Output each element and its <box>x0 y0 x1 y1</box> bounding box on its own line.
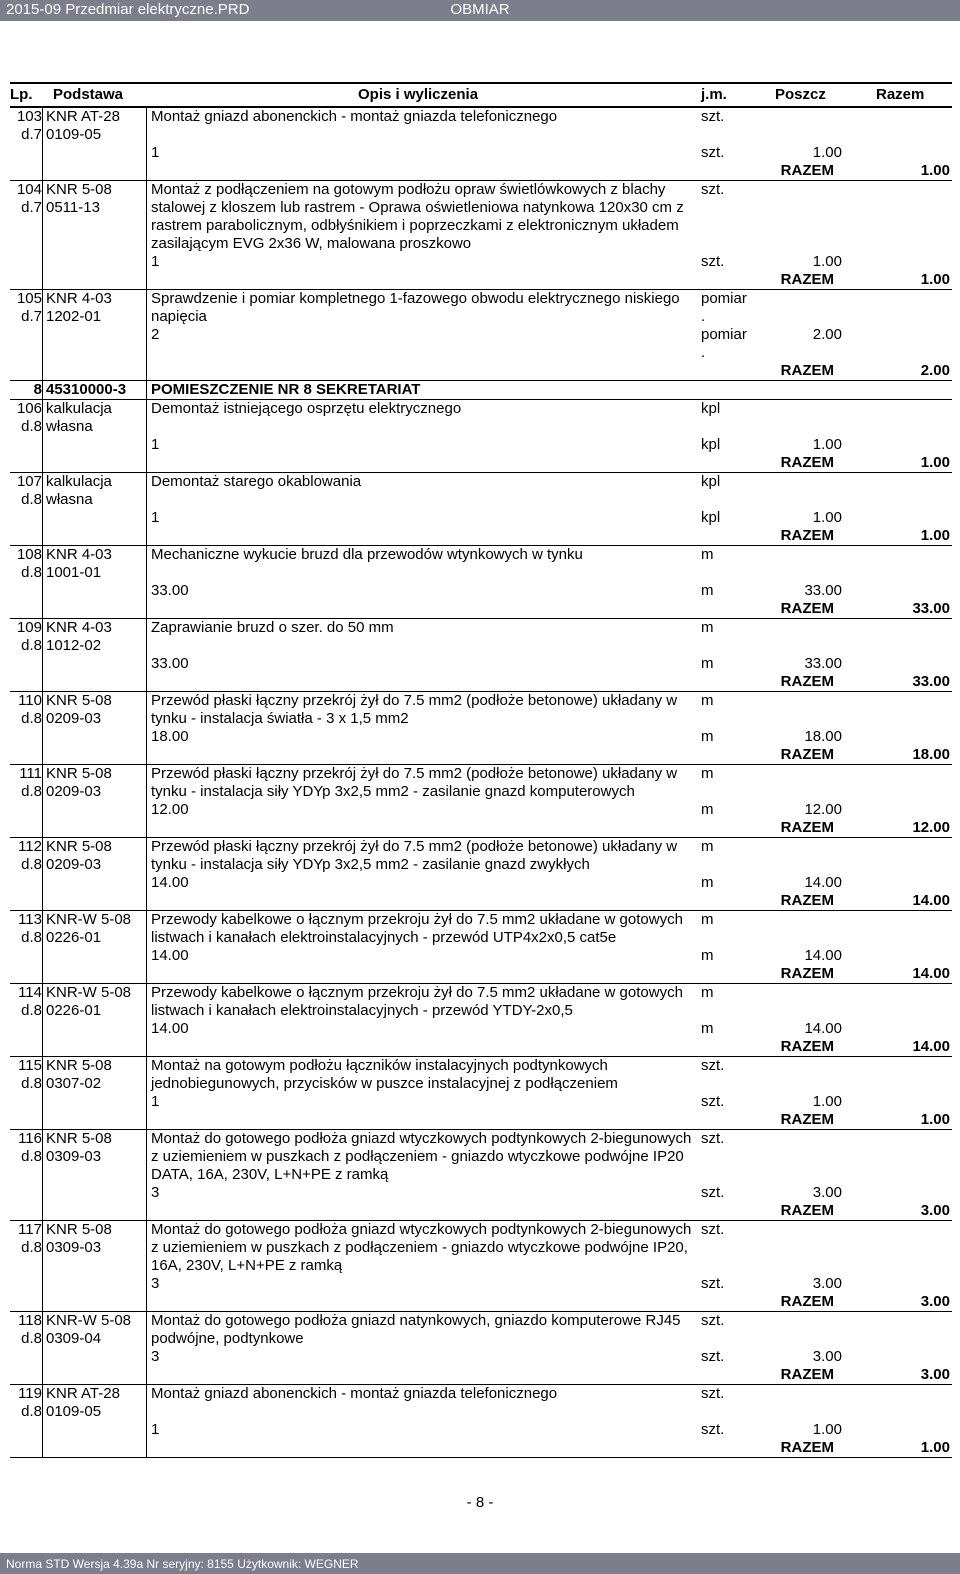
description-block <box>151 765 952 801</box>
base-text: KNR 4-03 1001-01 <box>46 546 112 581</box>
quantity-unit: szt. <box>701 1275 725 1292</box>
description-block <box>151 1057 952 1093</box>
description-block <box>151 692 952 728</box>
description-text: Montaż do gotowego podłoża gniazd wtyczkowych podtynkowych 2-biegunowych z uziemieniem w puszkach z podłączeniem - gniazdo wtyczkowe podwójne IP20, 16A, 230V, L+N+PE z ramką <box>151 1221 692 1274</box>
file-name: 2015-09 Przedmiar elektryczne.PRD <box>6 1 250 18</box>
base-text: KNR 4-03 1202-01 <box>46 290 112 325</box>
quantity-result: 1.00 <box>812 253 842 270</box>
unit-label: szt. <box>701 181 725 198</box>
quantity-line <box>151 655 952 673</box>
base-code <box>43 381 147 400</box>
razem-value: 1.00 <box>920 454 950 471</box>
quantity-result: 18.00 <box>804 728 842 745</box>
description-text: Montaż do gotowego podłoża gniazd natynkowych, gniazdo komputerowe RJ45 podwójne, podtynkowe <box>151 1312 681 1347</box>
base-code <box>43 546 147 619</box>
unit-label: m <box>701 838 714 855</box>
description-cell <box>147 473 953 546</box>
quantity-line <box>151 326 952 362</box>
razem-line <box>151 600 952 618</box>
razem-label: RAZEM <box>780 527 834 544</box>
base-code <box>43 108 147 181</box>
quantity-expression: 14.00 <box>151 947 189 964</box>
quantity-line <box>151 1275 952 1293</box>
razem-value: 33.00 <box>912 673 950 690</box>
page-number: - 8 - <box>466 1494 494 1511</box>
base-text: KNR 5-08 0511-13 <box>46 181 112 216</box>
razem-value: 14.00 <box>912 892 950 909</box>
razem-line <box>151 162 952 180</box>
quantity-unit: szt. <box>701 253 725 270</box>
software-info: Norma STD Wersja 4.39a Nr seryjny: 8155 Użytkownik: WEGNER <box>6 1557 359 1571</box>
razem-line <box>151 1202 952 1220</box>
description-text: Sprawdzenie i pomiar kompletnego 1-fazowego obwodu elektrycznego niskiego napięcia <box>151 290 680 325</box>
base-code <box>43 692 147 765</box>
position-number <box>10 473 43 546</box>
quantity-expression: 18.00 <box>151 728 189 745</box>
unit-label: m <box>701 911 714 928</box>
unit-label: m <box>701 619 714 636</box>
description-cell <box>147 619 953 692</box>
status-footer <box>0 1553 960 1574</box>
description-text: Przewody kabelkowe o łącznym przekroju żył do 7.5 mm2 układane w gotowych listwach i kanałach elektroinstalacyjnych - przewód UTP4x2x0,5 cat5e <box>151 911 683 946</box>
base-text: KNR 5-08 0309-03 <box>46 1221 112 1256</box>
description-cell <box>147 911 953 984</box>
quantity-unit: szt. <box>701 1348 725 1365</box>
col-desc: Opis i wyliczenia <box>358 86 479 103</box>
position-row <box>10 838 952 911</box>
quantity-line <box>151 1093 952 1111</box>
description-text: Przewody kabelkowe o łącznym przekroju żył do 7.5 mm2 układane w gotowych listwach i kanałach elektroinstalacyjnych - przewód YTDY-2x0,5 <box>151 984 683 1019</box>
description-block <box>151 400 952 436</box>
description-cell <box>147 1385 953 1458</box>
quantity-unit: m <box>701 655 714 672</box>
position-number <box>10 290 43 381</box>
position-number <box>10 181 43 290</box>
lp-text: 115 d.8 <box>18 1057 42 1092</box>
base-text: KNR 5-08 0309-03 <box>46 1130 112 1165</box>
base-code <box>43 984 147 1057</box>
base-text: kalkulacja własna <box>46 400 112 435</box>
quantity-result: 1.00 <box>812 1093 842 1110</box>
quantity-result: 14.00 <box>804 947 842 964</box>
quantity-unit: m <box>701 1020 714 1037</box>
position-row <box>10 108 952 181</box>
razem-label: RAZEM <box>780 1202 834 1219</box>
razem-value: 2.00 <box>920 362 950 379</box>
description-text: Przewód płaski łączny przekrój żył do 7.5 mm2 (podłoże betonowe) układany w tynku - instalacja światła - 3 x 1,5 mm2 <box>151 692 678 727</box>
unit-label: m <box>701 765 714 782</box>
unit-label: szt. <box>701 108 725 125</box>
col-razem: Razem <box>876 86 925 103</box>
unit-label: szt. <box>701 1130 725 1147</box>
description-cell <box>147 838 953 911</box>
position-row <box>10 400 952 473</box>
position-number <box>10 1057 43 1130</box>
razem-value: 3.00 <box>920 1293 950 1310</box>
quantity-line <box>151 436 952 454</box>
quantity-line <box>151 144 952 162</box>
base-text: KNR-W 5-08 0226-01 <box>46 911 132 946</box>
description-cell <box>147 290 953 381</box>
description-cell <box>147 1057 953 1130</box>
razem-value: 3.00 <box>920 1202 950 1219</box>
description-block <box>151 619 952 655</box>
unit-label: kpl <box>701 473 721 490</box>
razem-line <box>151 271 952 289</box>
base-text: 45310000-3 <box>46 381 127 398</box>
lp-text: 107 d.8 <box>16 473 42 508</box>
position-row <box>10 984 952 1057</box>
razem-value: 3.00 <box>920 1366 950 1383</box>
base-text: KNR 5-08 0209-03 <box>46 765 112 800</box>
base-code <box>43 1057 147 1130</box>
razem-label: RAZEM <box>780 1439 834 1456</box>
razem-label: RAZEM <box>780 1111 834 1128</box>
lp-text: 111 d.8 <box>19 765 42 800</box>
quantity-line <box>151 874 952 892</box>
quantity-unit: m <box>701 947 714 964</box>
quantity-line <box>151 582 952 600</box>
description-cell <box>147 984 953 1057</box>
razem-line <box>151 362 952 380</box>
position-number <box>10 1221 43 1312</box>
razem-line <box>151 892 952 910</box>
description-block <box>151 290 952 326</box>
base-code <box>43 473 147 546</box>
quantity-unit: szt. <box>701 1421 725 1438</box>
position-number <box>10 1385 43 1458</box>
quantity-expression: 33.00 <box>151 655 189 672</box>
position-row <box>10 619 952 692</box>
razem-label: RAZEM <box>780 819 834 836</box>
quantity-result: 14.00 <box>804 874 842 891</box>
position-row <box>10 1312 952 1385</box>
position-number <box>10 911 43 984</box>
lp-text: 116 d.8 <box>18 1130 42 1165</box>
quantity-expression: 2 <box>151 326 160 343</box>
unit-label: m <box>701 692 714 709</box>
base-code <box>43 1221 147 1312</box>
razem-label: RAZEM <box>780 162 834 179</box>
lp-text: 117 d.8 <box>18 1221 42 1256</box>
base-code <box>43 838 147 911</box>
base-text: KNR AT-28 0109-05 <box>46 108 120 143</box>
razem-line <box>151 527 952 545</box>
quantity-expression: 3 <box>151 1184 160 1201</box>
lp-text: 104 d.7 <box>16 181 42 216</box>
razem-label: RAZEM <box>780 673 834 690</box>
razem-value: 12.00 <box>912 819 950 836</box>
base-code <box>43 1385 147 1458</box>
unit-label: m <box>701 984 714 1001</box>
unit-label: m <box>701 546 714 563</box>
quantity-line <box>151 253 952 271</box>
col-lp: Lp. <box>10 86 33 103</box>
description-block <box>151 1130 952 1184</box>
description-text: Przewód płaski łączny przekrój żył do 7.5 mm2 (podłoże betonowe) układany w tynku - instalacja siły YDYp 3x2,5 mm2 - zasilanie gnazd komputerowych <box>151 765 678 800</box>
description-text: Montaż do gotowego podłoża gniazd wtyczkowych podtynkowych 2-biegunowych z uziemieniem w puszkach z podłączeniem - gniazdo wtyczkowe podwójne IP20 DATA, 16A, 230V, L+N+PE z ramką <box>151 1130 692 1183</box>
base-text: kalkulacja własna <box>46 473 112 508</box>
position-number <box>10 1312 43 1385</box>
razem-label: RAZEM <box>780 271 834 288</box>
description-block <box>151 473 952 509</box>
obmiar-table <box>10 82 952 1458</box>
position-number <box>10 400 43 473</box>
razem-value: 1.00 <box>920 1111 950 1128</box>
quantity-expression: 14.00 <box>151 1020 189 1037</box>
position-row <box>10 546 952 619</box>
description-text: Zaprawianie bruzd o szer. do 50 mm <box>151 619 394 636</box>
position-row <box>10 692 952 765</box>
description-block <box>151 1221 952 1275</box>
razem-value: 1.00 <box>920 271 950 288</box>
razem-label: RAZEM <box>780 362 834 379</box>
col-unit: j.m. <box>701 86 727 103</box>
quantity-result: 2.00 <box>812 326 842 343</box>
section-row <box>10 381 952 400</box>
position-row <box>10 473 952 546</box>
razem-line <box>151 965 952 983</box>
base-text: KNR 5-08 0307-02 <box>46 1057 112 1092</box>
razem-line <box>151 1038 952 1056</box>
quantity-expression: 1 <box>151 144 160 161</box>
position-number <box>10 381 43 400</box>
position-row <box>10 1130 952 1221</box>
lp-text: 103 d.7 <box>16 108 42 143</box>
quantity-expression: 1 <box>151 1421 160 1438</box>
position-number <box>10 1130 43 1221</box>
razem-value: 33.00 <box>912 600 950 617</box>
description-cell <box>147 1221 953 1312</box>
quantity-expression: 1 <box>151 436 160 453</box>
quantity-expression: 12.00 <box>151 801 189 818</box>
description-cell <box>147 108 953 181</box>
unit-label: szt. <box>701 1057 725 1074</box>
position-row <box>10 765 952 838</box>
description-block <box>151 108 952 144</box>
quantity-unit: szt. <box>701 1184 725 1201</box>
description-cell <box>147 1312 953 1385</box>
document-title-bar <box>0 0 960 21</box>
unit-label: kpl <box>701 400 721 417</box>
description-block <box>151 911 952 947</box>
razem-line <box>151 819 952 837</box>
razem-value: 1.00 <box>920 527 950 544</box>
quantity-line <box>151 1184 952 1202</box>
razem-label: RAZEM <box>780 965 834 982</box>
quantity-unit: kpl <box>701 436 721 453</box>
description-cell <box>147 546 953 619</box>
unit-label: szt. <box>701 1312 725 1329</box>
razem-value: 1.00 <box>920 1439 950 1456</box>
razem-line <box>151 673 952 691</box>
position-number <box>10 984 43 1057</box>
lp-text: 109 d.8 <box>16 619 42 654</box>
position-row <box>10 1385 952 1458</box>
position-number <box>10 108 43 181</box>
col-base: Podstawa <box>53 86 124 103</box>
table-header <box>10 82 952 108</box>
base-text: KNR-W 5-08 0226-01 <box>46 984 132 1019</box>
description-block <box>151 838 952 874</box>
razem-value: 14.00 <box>912 965 950 982</box>
razem-line <box>151 1439 952 1457</box>
lp-text: 108 d.8 <box>16 546 42 581</box>
base-code <box>43 290 147 381</box>
quantity-unit: kpl <box>701 509 721 526</box>
quantity-line <box>151 1020 952 1038</box>
description-block <box>151 181 952 253</box>
report-type: OBMIAR <box>450 1 510 18</box>
base-code <box>43 400 147 473</box>
description-text: Montaż z podłączeniem na gotowym podłożu opraw świetlówkowych z blachy stalowej z kloszem lub rastrem - Oprawa oświetleniowa natynkowa 120x30 cm z rastrem parabolicznym, odbłyśnikiem i poprzeczkami z elektronicznym układem zasilającym EVG 2x36 W, malowana proszkowo <box>151 181 684 252</box>
base-code <box>43 1130 147 1221</box>
description-text: Montaż gniazd abonenckich - montaż gniazda telefonicznego <box>151 108 558 125</box>
description-text: Demontaż istniejącego osprzętu elektrycznego <box>151 400 462 417</box>
description-cell <box>147 400 953 473</box>
razem-line <box>151 1293 952 1311</box>
quantity-result: 3.00 <box>812 1275 842 1292</box>
quantity-line <box>151 509 952 527</box>
lp-text: 112 d.8 <box>18 838 42 873</box>
unit-label: pomiar . <box>701 290 747 325</box>
position-row <box>10 181 952 290</box>
razem-label: RAZEM <box>780 1038 834 1055</box>
description-cell <box>147 381 953 400</box>
quantity-line <box>151 801 952 819</box>
position-number <box>10 619 43 692</box>
position-row <box>10 290 952 381</box>
base-code <box>43 1312 147 1385</box>
quantity-expression: 14.00 <box>151 874 189 891</box>
quantity-unit: pomiar . <box>701 326 747 361</box>
lp-text: 105 d.7 <box>16 290 42 325</box>
quantity-line <box>151 1421 952 1439</box>
razem-line <box>151 1366 952 1384</box>
base-code <box>43 765 147 838</box>
quantity-result: 3.00 <box>812 1348 842 1365</box>
quantity-result: 3.00 <box>812 1184 842 1201</box>
quantity-result: 12.00 <box>804 801 842 818</box>
quantity-expression: 1 <box>151 1093 160 1110</box>
quantity-line <box>151 1348 952 1366</box>
razem-value: 14.00 <box>912 1038 950 1055</box>
position-number <box>10 692 43 765</box>
base-text: KNR 4-03 1012-02 <box>46 619 112 654</box>
lp-text: 114 d.8 <box>18 984 42 1019</box>
unit-label: szt. <box>701 1385 725 1402</box>
quantity-result: 1.00 <box>812 509 842 526</box>
lp-text: 110 d.8 <box>18 692 42 727</box>
base-code <box>43 911 147 984</box>
quantity-expression: 1 <box>151 509 160 526</box>
position-row <box>10 911 952 984</box>
description-text: Demontaż starego okablowania <box>151 473 362 490</box>
position-number <box>10 546 43 619</box>
description-block <box>151 1385 952 1421</box>
position-row <box>10 1221 952 1312</box>
quantity-expression: 3 <box>151 1348 160 1365</box>
description-block <box>151 1312 952 1348</box>
lp-text: 119 d.8 <box>18 1385 42 1420</box>
quantity-line <box>151 947 952 965</box>
quantity-expression: 33.00 <box>151 582 189 599</box>
razem-label: RAZEM <box>780 1366 834 1383</box>
razem-line <box>151 454 952 472</box>
description-cell <box>147 181 953 290</box>
base-code <box>43 619 147 692</box>
razem-label: RAZEM <box>780 1293 834 1310</box>
quantity-unit: szt. <box>701 1093 725 1110</box>
base-text: KNR AT-28 0109-05 <box>46 1385 120 1420</box>
quantity-result: 14.00 <box>804 1020 842 1037</box>
description-text: Mechaniczne wykucie bruzd dla przewodów wtynkowych w tynku <box>151 546 583 563</box>
position-row <box>10 1057 952 1130</box>
lp-text: 118 d.8 <box>18 1312 42 1347</box>
section-title: POMIESZCZENIE NR 8 SEKRETARIAT <box>151 381 421 398</box>
razem-label: RAZEM <box>780 600 834 617</box>
razem-label: RAZEM <box>780 454 834 471</box>
quantity-unit: szt. <box>701 144 725 161</box>
quantity-unit: m <box>701 801 714 818</box>
positions-table <box>10 108 952 1458</box>
description-text: Przewód płaski łączny przekrój żył do 7.5 mm2 (podłoże betonowe) układany w tynku - instalacja siły YDYp 3x2,5 mm2 - zasilanie gnazd zwykłych <box>151 838 678 873</box>
unit-label: szt. <box>701 1221 725 1238</box>
base-code <box>43 181 147 290</box>
base-text: KNR 5-08 0209-03 <box>46 692 112 727</box>
quantity-unit: m <box>701 728 714 745</box>
razem-value: 18.00 <box>912 746 950 763</box>
description-cell <box>147 765 953 838</box>
description-text: Montaż na gotowym podłożu łączników instalacyjnych podtynkowych jednobiegunowych, przycisków w puszce instalacyjnej z podłączeniem <box>151 1057 618 1092</box>
base-text: KNR 5-08 0209-03 <box>46 838 112 873</box>
description-text: Montaż gniazd abonenckich - montaż gniazda telefonicznego <box>151 1385 558 1402</box>
description-block <box>151 984 952 1020</box>
quantity-expression: 3 <box>151 1275 160 1292</box>
quantity-unit: m <box>701 874 714 891</box>
quantity-result: 33.00 <box>804 655 842 672</box>
description-cell <box>147 1130 953 1221</box>
lp-text: 113 d.8 <box>18 911 42 946</box>
lp-text: 8 <box>33 381 42 398</box>
quantity-expression: 1 <box>151 253 160 270</box>
razem-line <box>151 746 952 764</box>
quantity-result: 1.00 <box>812 1421 842 1438</box>
description-block <box>151 546 952 582</box>
quantity-unit: m <box>701 582 714 599</box>
razem-label: RAZEM <box>780 892 834 909</box>
position-number <box>10 838 43 911</box>
quantity-result: 33.00 <box>804 582 842 599</box>
lp-text: 106 d.8 <box>16 400 42 435</box>
col-poszcz: Poszcz <box>775 86 826 103</box>
razem-label: RAZEM <box>780 746 834 763</box>
position-number <box>10 765 43 838</box>
quantity-result: 1.00 <box>812 436 842 453</box>
razem-value: 1.00 <box>920 162 950 179</box>
quantity-result: 1.00 <box>812 144 842 161</box>
description-cell <box>147 692 953 765</box>
base-text: KNR-W 5-08 0309-04 <box>46 1312 132 1347</box>
razem-line <box>151 1111 952 1129</box>
quantity-line <box>151 728 952 746</box>
